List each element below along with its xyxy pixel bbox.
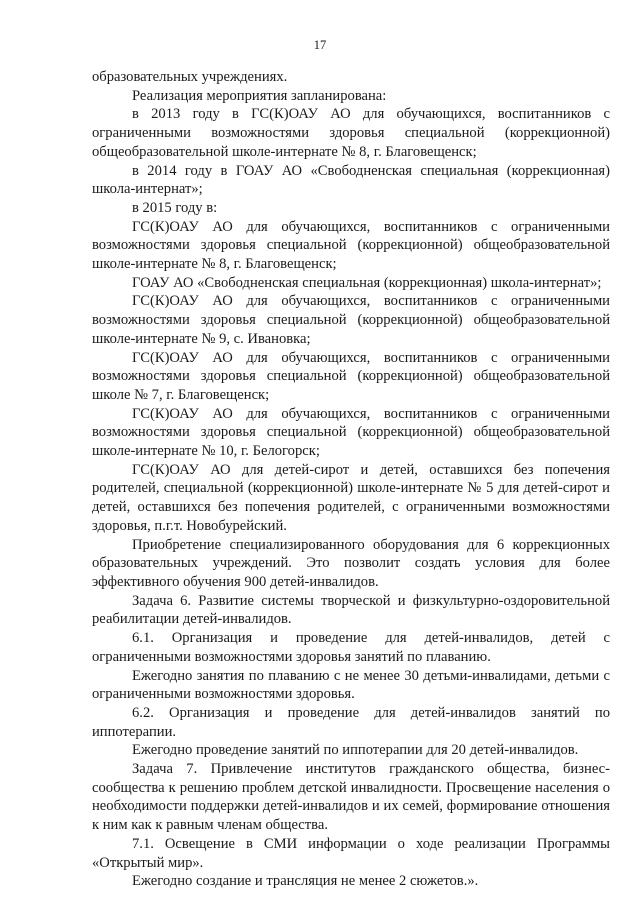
paragraph: Реализация мероприятия запланирована: — [132, 87, 387, 104]
paragraph: 6.2. Организация и проведение для детей-инвалидов занятий по иппотерапии. — [92, 704, 610, 740]
page-number: 17 — [313, 38, 327, 52]
paragraph: Ежегодно создание и трансляция не менее 2 сюжетов.». — [132, 873, 479, 890]
paragraph: 7.1. Освещение в СМИ информации о ходе реализации Программы «Открытый мир». — [92, 835, 610, 871]
paragraph: ГС(К)ОАУ АО для обучающихся, воспитанников с ограниченными возможностями здоровья специальной (коррекционной) общеобразовательной школе-интернате № 10, г. Белогорск; — [92, 405, 610, 460]
paragraph: Задача 7. Привлечение институтов гражданского общества, бизнес-сообщества к решению проблем детской инвалидности. Просвещение населения о необходимости поддержки детей-инвалидов и их семей, формирование отношения к ним как к равным членам общества. — [92, 761, 610, 834]
paragraph: образовательных учреждениях. — [92, 69, 288, 85]
paragraph: 6.1. Организация и проведение для детей-инвалидов, детей с ограниченными возможностями здоровья занятий по плаванию. — [92, 630, 610, 665]
paragraph: ГС(К)ОАУ АО для обучающихся, воспитанников с ограниченными возможностями здоровья специальной (коррекционной) общеобразовательной школе-интернате № 8, г. Благовещенск; — [92, 218, 610, 273]
paragraph: в 2014 году в ГОАУ АО «Свободненская специальная (коррекционная) школа-интернат»; — [92, 162, 610, 198]
paragraph: ГС(К)ОАУ АО для детей-сирот и детей, оставшихся без попечения родителей, специальной (коррекционной) школе-интернате № 5 для детей-сирот и детей, оставшихся без попечения родителей, с ограниченными возможностями здоровья, п.г.т. Новобурейский. — [92, 461, 610, 534]
paragraph: ГС(К)ОАУ АО для обучающихся, воспитанников с ограниченными возможностями здоровья специальной (коррекционной) общеобразовательной школе № 7, г. Благовещенск; — [92, 349, 610, 403]
paragraph: Ежегодно проведение занятий по иппотерапии для 20 детей-инвалидов. — [132, 742, 579, 759]
paragraph: в 2013 году в ГС(К)ОАУ АО для обучающихся, воспитанников с ограниченными возможностями здоровья специальной (коррекционной) общеобразовательной школе-интернате № 8, г. Благовещенск; — [92, 106, 610, 160]
paragraph: Ежегодно занятия по плаванию с не менее 30 детьми-инвалидами, детьми с ограниченными возможностями здоровья. — [92, 667, 610, 703]
paragraph: Приобретение специализированного оборудования для 6 коррекционных образовательных учреждений. Это позволит создать условия для более эффективного обучения 900 детей-инвалидов. — [92, 536, 610, 590]
paragraph: Задача 6. Развитие системы творческой и физкультурно-оздоровительной реабилитации детей-инвалидов. — [92, 592, 610, 628]
body-text — [92, 68, 610, 891]
paragraph: ГОАУ АО «Свободненская специальная (коррекционная) школа-интернат»; — [132, 274, 602, 291]
paragraph: ГС(К)ОАУ АО для обучающихся, воспитанников с ограниченными возможностями здоровья специальной (коррекционной) общеобразовательной школе-интернате № 9, с. Ивановка; — [92, 293, 610, 347]
paragraph: в 2015 году в: — [132, 199, 218, 216]
